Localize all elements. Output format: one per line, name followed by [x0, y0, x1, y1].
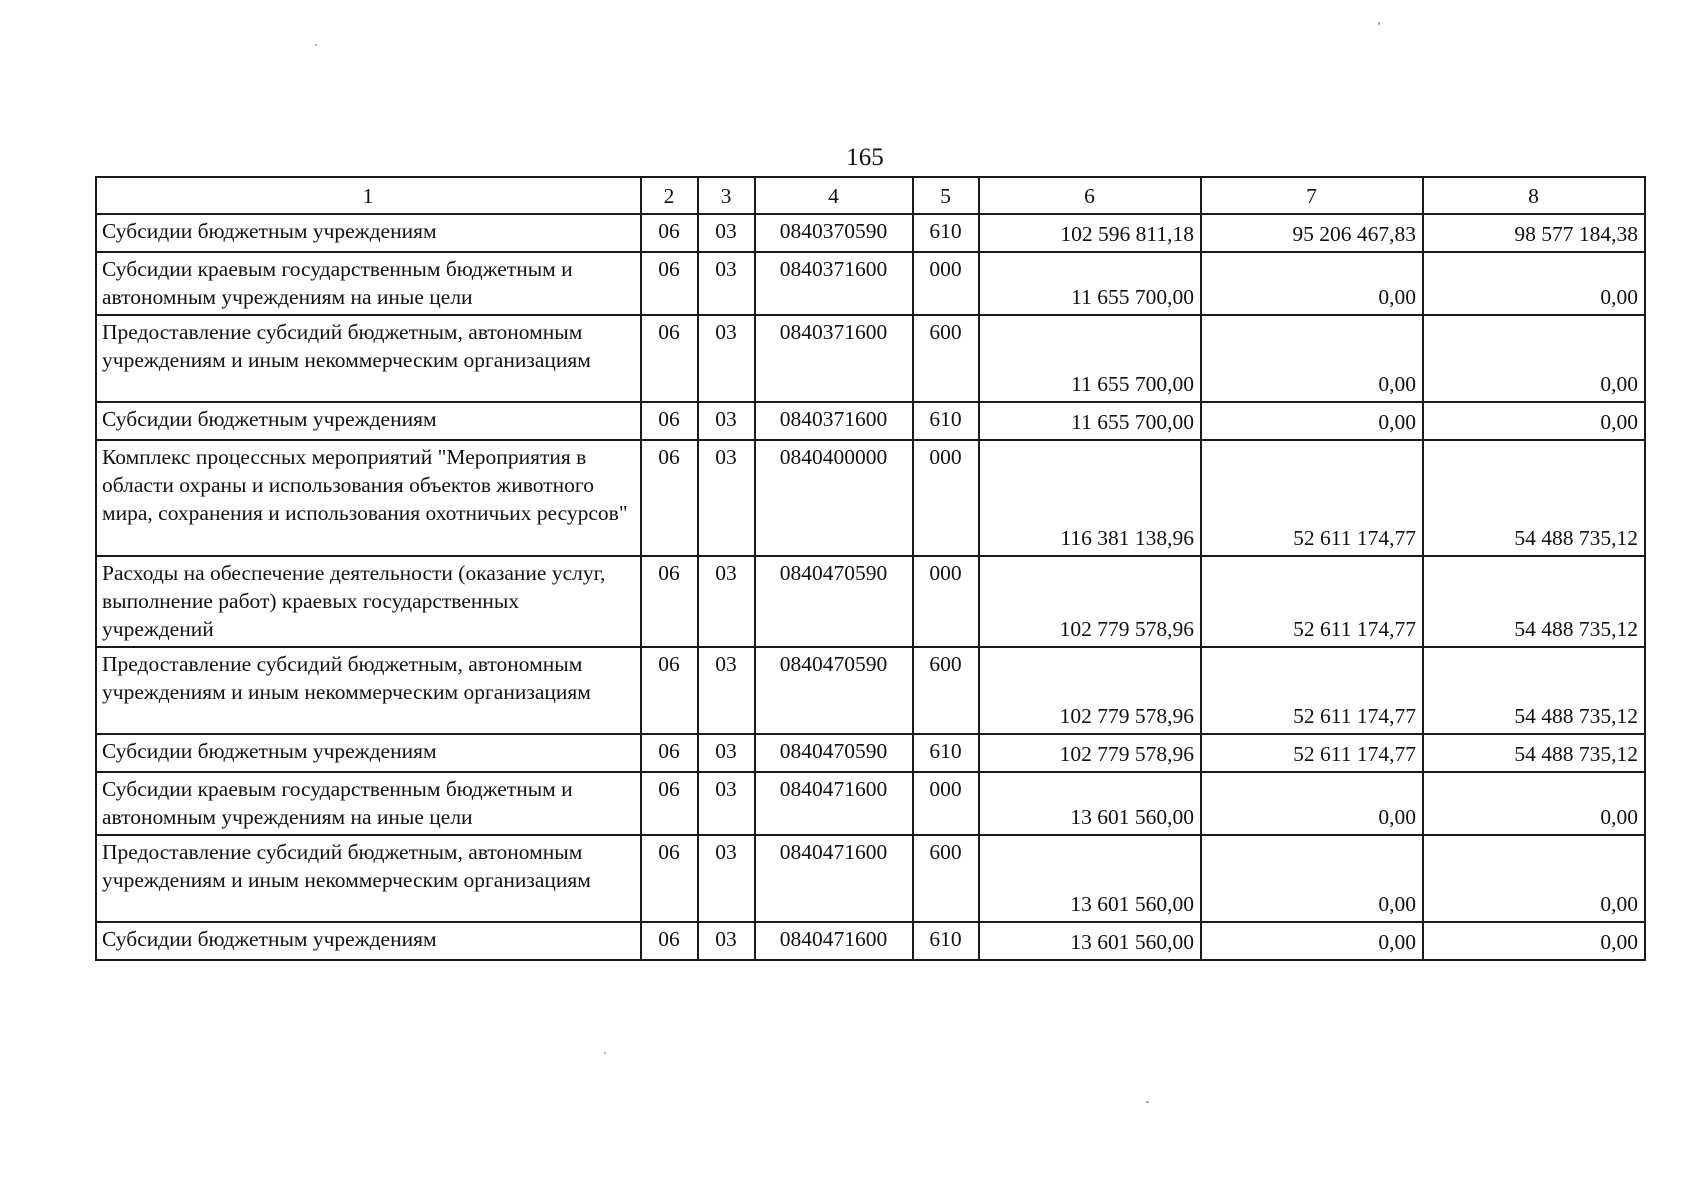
table-row: [96, 440, 1645, 556]
expense-name-cell: Субсидии краевым государственным бюджетным и автономным учреждениям на иные цели: [96, 252, 641, 315]
amount-col7-cell: 52 611 174,77: [1201, 556, 1423, 647]
subsection-code-cell: 03: [698, 772, 755, 835]
subsection-code-cell: 03: [698, 647, 755, 734]
column-header: 2: [641, 177, 698, 214]
section-code-cell: 06: [641, 556, 698, 647]
amount-col6-cell: 102 779 578,96: [979, 556, 1201, 647]
amount-col6-cell: 102 779 578,96: [979, 647, 1201, 734]
section-code-cell: 06: [641, 315, 698, 402]
table-row: [96, 402, 1645, 440]
expense-type-cell: 000: [913, 252, 979, 315]
expense-type-cell: 000: [913, 440, 979, 556]
expense-name-cell: Предоставление субсидий бюджетным, автономным учреждениям и иным некоммерческим организациям: [96, 315, 641, 402]
header-row: [96, 177, 1645, 214]
table-row: [96, 772, 1645, 835]
amount-col8-cell: 0,00: [1423, 315, 1645, 402]
target-article-cell: 0840471600: [755, 922, 913, 960]
table-row: [96, 214, 1645, 252]
amount-col6-cell: 11 655 700,00: [979, 402, 1201, 440]
section-code-cell: 06: [641, 214, 698, 252]
amount-col7-cell: 52 611 174,77: [1201, 647, 1423, 734]
expense-type-cell: 000: [913, 772, 979, 835]
expense-name-cell: Субсидии бюджетным учреждениям: [96, 214, 641, 252]
subsection-code-cell: 03: [698, 315, 755, 402]
scan-speck: [1378, 22, 1380, 25]
expense-type-cell: 600: [913, 835, 979, 922]
expense-type-cell: 610: [913, 402, 979, 440]
expense-type-cell: 600: [913, 647, 979, 734]
amount-col8-cell: 0,00: [1423, 922, 1645, 960]
expense-type-cell: 610: [913, 214, 979, 252]
amount-col6-cell: 102 596 811,18: [979, 214, 1201, 252]
target-article-cell: 0840471600: [755, 772, 913, 835]
table-row: [96, 647, 1645, 734]
table-row: [96, 734, 1645, 772]
budget-table: [95, 176, 1646, 961]
subsection-code-cell: 03: [698, 402, 755, 440]
section-code-cell: 06: [641, 922, 698, 960]
table-row: [96, 922, 1645, 960]
scan-speck: [315, 44, 317, 46]
column-header: 6: [979, 177, 1201, 214]
expense-type-cell: 000: [913, 556, 979, 647]
column-header: 8: [1423, 177, 1645, 214]
amount-col7-cell: 0,00: [1201, 772, 1423, 835]
target-article-cell: 0840400000: [755, 440, 913, 556]
subsection-code-cell: 03: [698, 734, 755, 772]
expense-name-cell: Комплекс процессных мероприятий "Мероприятия в области охраны и использования объектов животного мира, сохранения и использования охотничьих ресурсов": [96, 440, 641, 556]
table-row: [96, 835, 1645, 922]
target-article-cell: 0840370590: [755, 214, 913, 252]
section-code-cell: 06: [641, 772, 698, 835]
table-row: [96, 556, 1645, 647]
expense-name-cell: Субсидии бюджетным учреждениям: [96, 402, 641, 440]
table-row: [96, 315, 1645, 402]
section-code-cell: 06: [641, 402, 698, 440]
amount-col6-cell: 13 601 560,00: [979, 922, 1201, 960]
column-header: 7: [1201, 177, 1423, 214]
amount-col7-cell: 0,00: [1201, 922, 1423, 960]
amount-col6-cell: 13 601 560,00: [979, 772, 1201, 835]
table-row: [96, 252, 1645, 315]
expense-name-cell: Предоставление субсидий бюджетным, автономным учреждениям и иным некоммерческим организациям: [96, 835, 641, 922]
section-code-cell: 06: [641, 835, 698, 922]
section-code-cell: 06: [641, 440, 698, 556]
subsection-code-cell: 03: [698, 835, 755, 922]
subsection-code-cell: 03: [698, 440, 755, 556]
amount-col6-cell: 11 655 700,00: [979, 315, 1201, 402]
section-code-cell: 06: [641, 647, 698, 734]
column-header: 3: [698, 177, 755, 214]
scan-speck: [604, 1052, 606, 1054]
amount-col8-cell: 54 488 735,12: [1423, 440, 1645, 556]
expense-name-cell: Предоставление субсидий бюджетным, автономным учреждениям и иным некоммерческим организациям: [96, 647, 641, 734]
expense-type-cell: 610: [913, 734, 979, 772]
amount-col6-cell: 102 779 578,96: [979, 734, 1201, 772]
expense-name-cell: Расходы на обеспечение деятельности (оказание услуг, выполнение работ) краевых государственных учреждений: [96, 556, 641, 647]
subsection-code-cell: 03: [698, 214, 755, 252]
expense-name-cell: Субсидии бюджетным учреждениям: [96, 922, 641, 960]
target-article-cell: 0840371600: [755, 402, 913, 440]
subsection-code-cell: 03: [698, 922, 755, 960]
expense-name-cell: Субсидии краевым государственным бюджетным и автономным учреждениям на иные цели: [96, 772, 641, 835]
expense-type-cell: 610: [913, 922, 979, 960]
amount-col6-cell: 11 655 700,00: [979, 252, 1201, 315]
amount-col8-cell: 54 488 735,12: [1423, 647, 1645, 734]
amount-col6-cell: 13 601 560,00: [979, 835, 1201, 922]
amount-col7-cell: 95 206 467,83: [1201, 214, 1423, 252]
target-article-cell: 0840371600: [755, 252, 913, 315]
page-number: 165: [846, 144, 884, 171]
amount-col8-cell: 98 577 184,38: [1423, 214, 1645, 252]
target-article-cell: 0840470590: [755, 556, 913, 647]
amount-col8-cell: 0,00: [1423, 772, 1645, 835]
section-code-cell: 06: [641, 734, 698, 772]
amount-col7-cell: 52 611 174,77: [1201, 440, 1423, 556]
amount-col8-cell: 0,00: [1423, 835, 1645, 922]
amount-col7-cell: 0,00: [1201, 252, 1423, 315]
amount-col7-cell: 0,00: [1201, 402, 1423, 440]
amount-col7-cell: 0,00: [1201, 835, 1423, 922]
target-article-cell: 0840470590: [755, 647, 913, 734]
scan-speck: [1146, 1101, 1149, 1103]
amount-col7-cell: 52 611 174,77: [1201, 734, 1423, 772]
subsection-code-cell: 03: [698, 252, 755, 315]
column-header: 5: [913, 177, 979, 214]
section-code-cell: 06: [641, 252, 698, 315]
subsection-code-cell: 03: [698, 556, 755, 647]
amount-col8-cell: 54 488 735,12: [1423, 734, 1645, 772]
amount-col8-cell: 54 488 735,12: [1423, 556, 1645, 647]
expense-name-cell: Субсидии бюджетным учреждениям: [96, 734, 641, 772]
column-header: 1: [96, 177, 641, 214]
target-article-cell: 0840470590: [755, 734, 913, 772]
amount-col8-cell: 0,00: [1423, 252, 1645, 315]
expense-type-cell: 600: [913, 315, 979, 402]
target-article-cell: 0840371600: [755, 315, 913, 402]
amount-col8-cell: 0,00: [1423, 402, 1645, 440]
target-article-cell: 0840471600: [755, 835, 913, 922]
column-header: 4: [755, 177, 913, 214]
amount-col6-cell: 116 381 138,96: [979, 440, 1201, 556]
amount-col7-cell: 0,00: [1201, 315, 1423, 402]
